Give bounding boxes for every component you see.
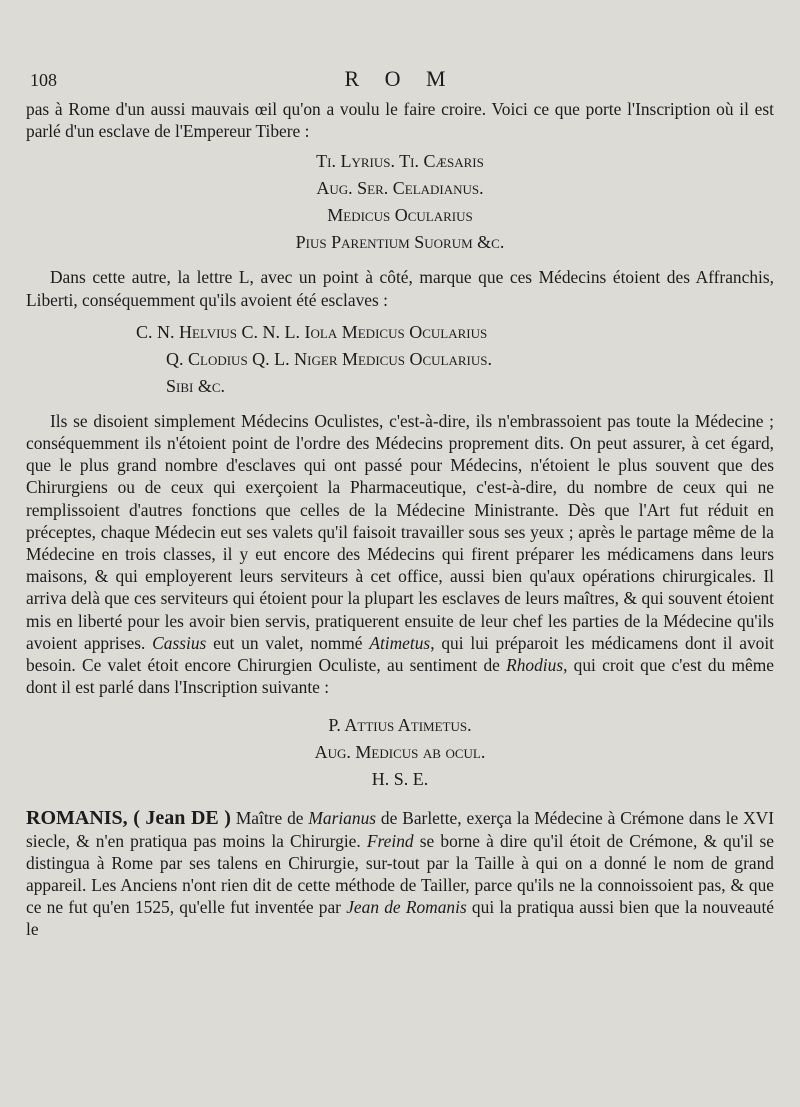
inscription-line: Medicus Ocularius <box>327 205 473 226</box>
page-body <box>26 98 774 941</box>
entry-heading: ROMANIS, ( Jean DE ) <box>26 807 231 830</box>
inscription-line: P. Attius Atimetus. <box>328 715 472 736</box>
inscription-line: Ti. Lyrius. Ti. Cæsaris <box>316 151 484 172</box>
inscription-line: H. S. E. <box>371 769 429 790</box>
inscription-atimetus <box>26 712 774 793</box>
inscription-tiberius <box>26 148 774 256</box>
running-head: R O M <box>344 66 456 91</box>
inscription-line: Pius Parentium Suorum &c. <box>295 232 505 253</box>
page-number: 108 <box>30 70 57 90</box>
entry-romanis: ROMANIS, ( Jean DE ) Maître de Marianus de Barlette, exerça la Médecine à Crémone dans le XVI siecle, & n'en pratiqua pas moins la Chirurgie. Freind se borne à dire qu'il étoit de Crémone, & qu'il se distingua à Rome par ses talens en Chirurgie, sur-tout par la Taille à qui on a donné le nom de grand appareil. Les Anciens n'ont rien dit de cette méthode de Tailler, parce qu'ils ne la connoissoient pas, & que ce ne fut qu'en 1525, qu'elle fut inventée par Jean de Romanis qui la pratiqua aussi bien que la nouveauté le <box>26 807 774 940</box>
inscription-freedmen <box>26 319 774 400</box>
inscription-line: C. N. Helvius C. N. L. Iola Medicus Ocularius <box>136 321 488 342</box>
name-atimetus: Atimetus <box>369 632 431 653</box>
inscription-line: Q. Clodius Q. L. Niger Medicus Ocularius. <box>166 348 492 369</box>
paragraph-oculists: Ils se disoient simplement Médecins Oculistes, c'est-à-dire, ils n'embrassoient pas toute la Médecine ; conséquemment ils n'étoient point de l'ordre des Médecins proprement dits. On peut assurer, à cet égard, que le plus grand nombre d'esclaves qui ont passé pour Médecins, n'étoient le plus souvent que des Chirurgiens ou de ceux qui exerçoient la Pharmaceutique, c'est-à-dire, du nombre de ceux qui ne remplissoient d'autres fonctions que celles de la Médecine Ministrante. Dès que l'Art fut réduit en préceptes, chaque Médecin eut ses valets qu'il faisoit travailler sous ses yeux ; après le partage même de la Médecine en trois classes, il y eut encore des Médecins qui firent préparer les médicamens dans leurs maisons, & qui employerent leurs serviteurs à cet office, aussi bien qu'aux opérations chirurgicales. Il arriva delà que ces serviteurs qui étoient pour la plupart les esclaves de leurs maîtres, & qui souvent étoient mis en liberté pour les avoir bien servis, pratiquerent ensuite de leur chef les parties de la Médecine qu'ils avoient apprises. Cassius eut un valet, nommé Atimetus, qui lui préparoit les médicamens dont il avoit besoin. Ce valet étoit encore Chirurgien Oculiste, au sentiment de Rhodius, qui croit que c'est du même dont il est parlé dans l'Inscription suivante : <box>26 410 775 698</box>
paragraph-freedmen: Dans cette autre, la lettre L, avec un point à côté, marque que ces Médecins étoient des Affranchis, Liberti, conséquemment qu'ils avoient été esclaves : <box>26 267 774 310</box>
inscription-line: Sibi &c. <box>166 375 226 396</box>
page-header <box>26 64 774 98</box>
inscription-line: Aug. Medicus ab ocul. <box>314 742 486 763</box>
inscription-line: Aug. Ser. Celadianus. <box>316 178 484 199</box>
name-rhodius: Rhodius <box>506 655 564 676</box>
paragraph-continued: pas à Rome d'un aussi mauvais œil qu'on a voulu le faire croire. Voici ce que porte l'Inscription où il est parlé d'un esclave de l'Empereur Tibere : <box>26 99 774 142</box>
name-cassius: Cassius <box>152 632 207 653</box>
